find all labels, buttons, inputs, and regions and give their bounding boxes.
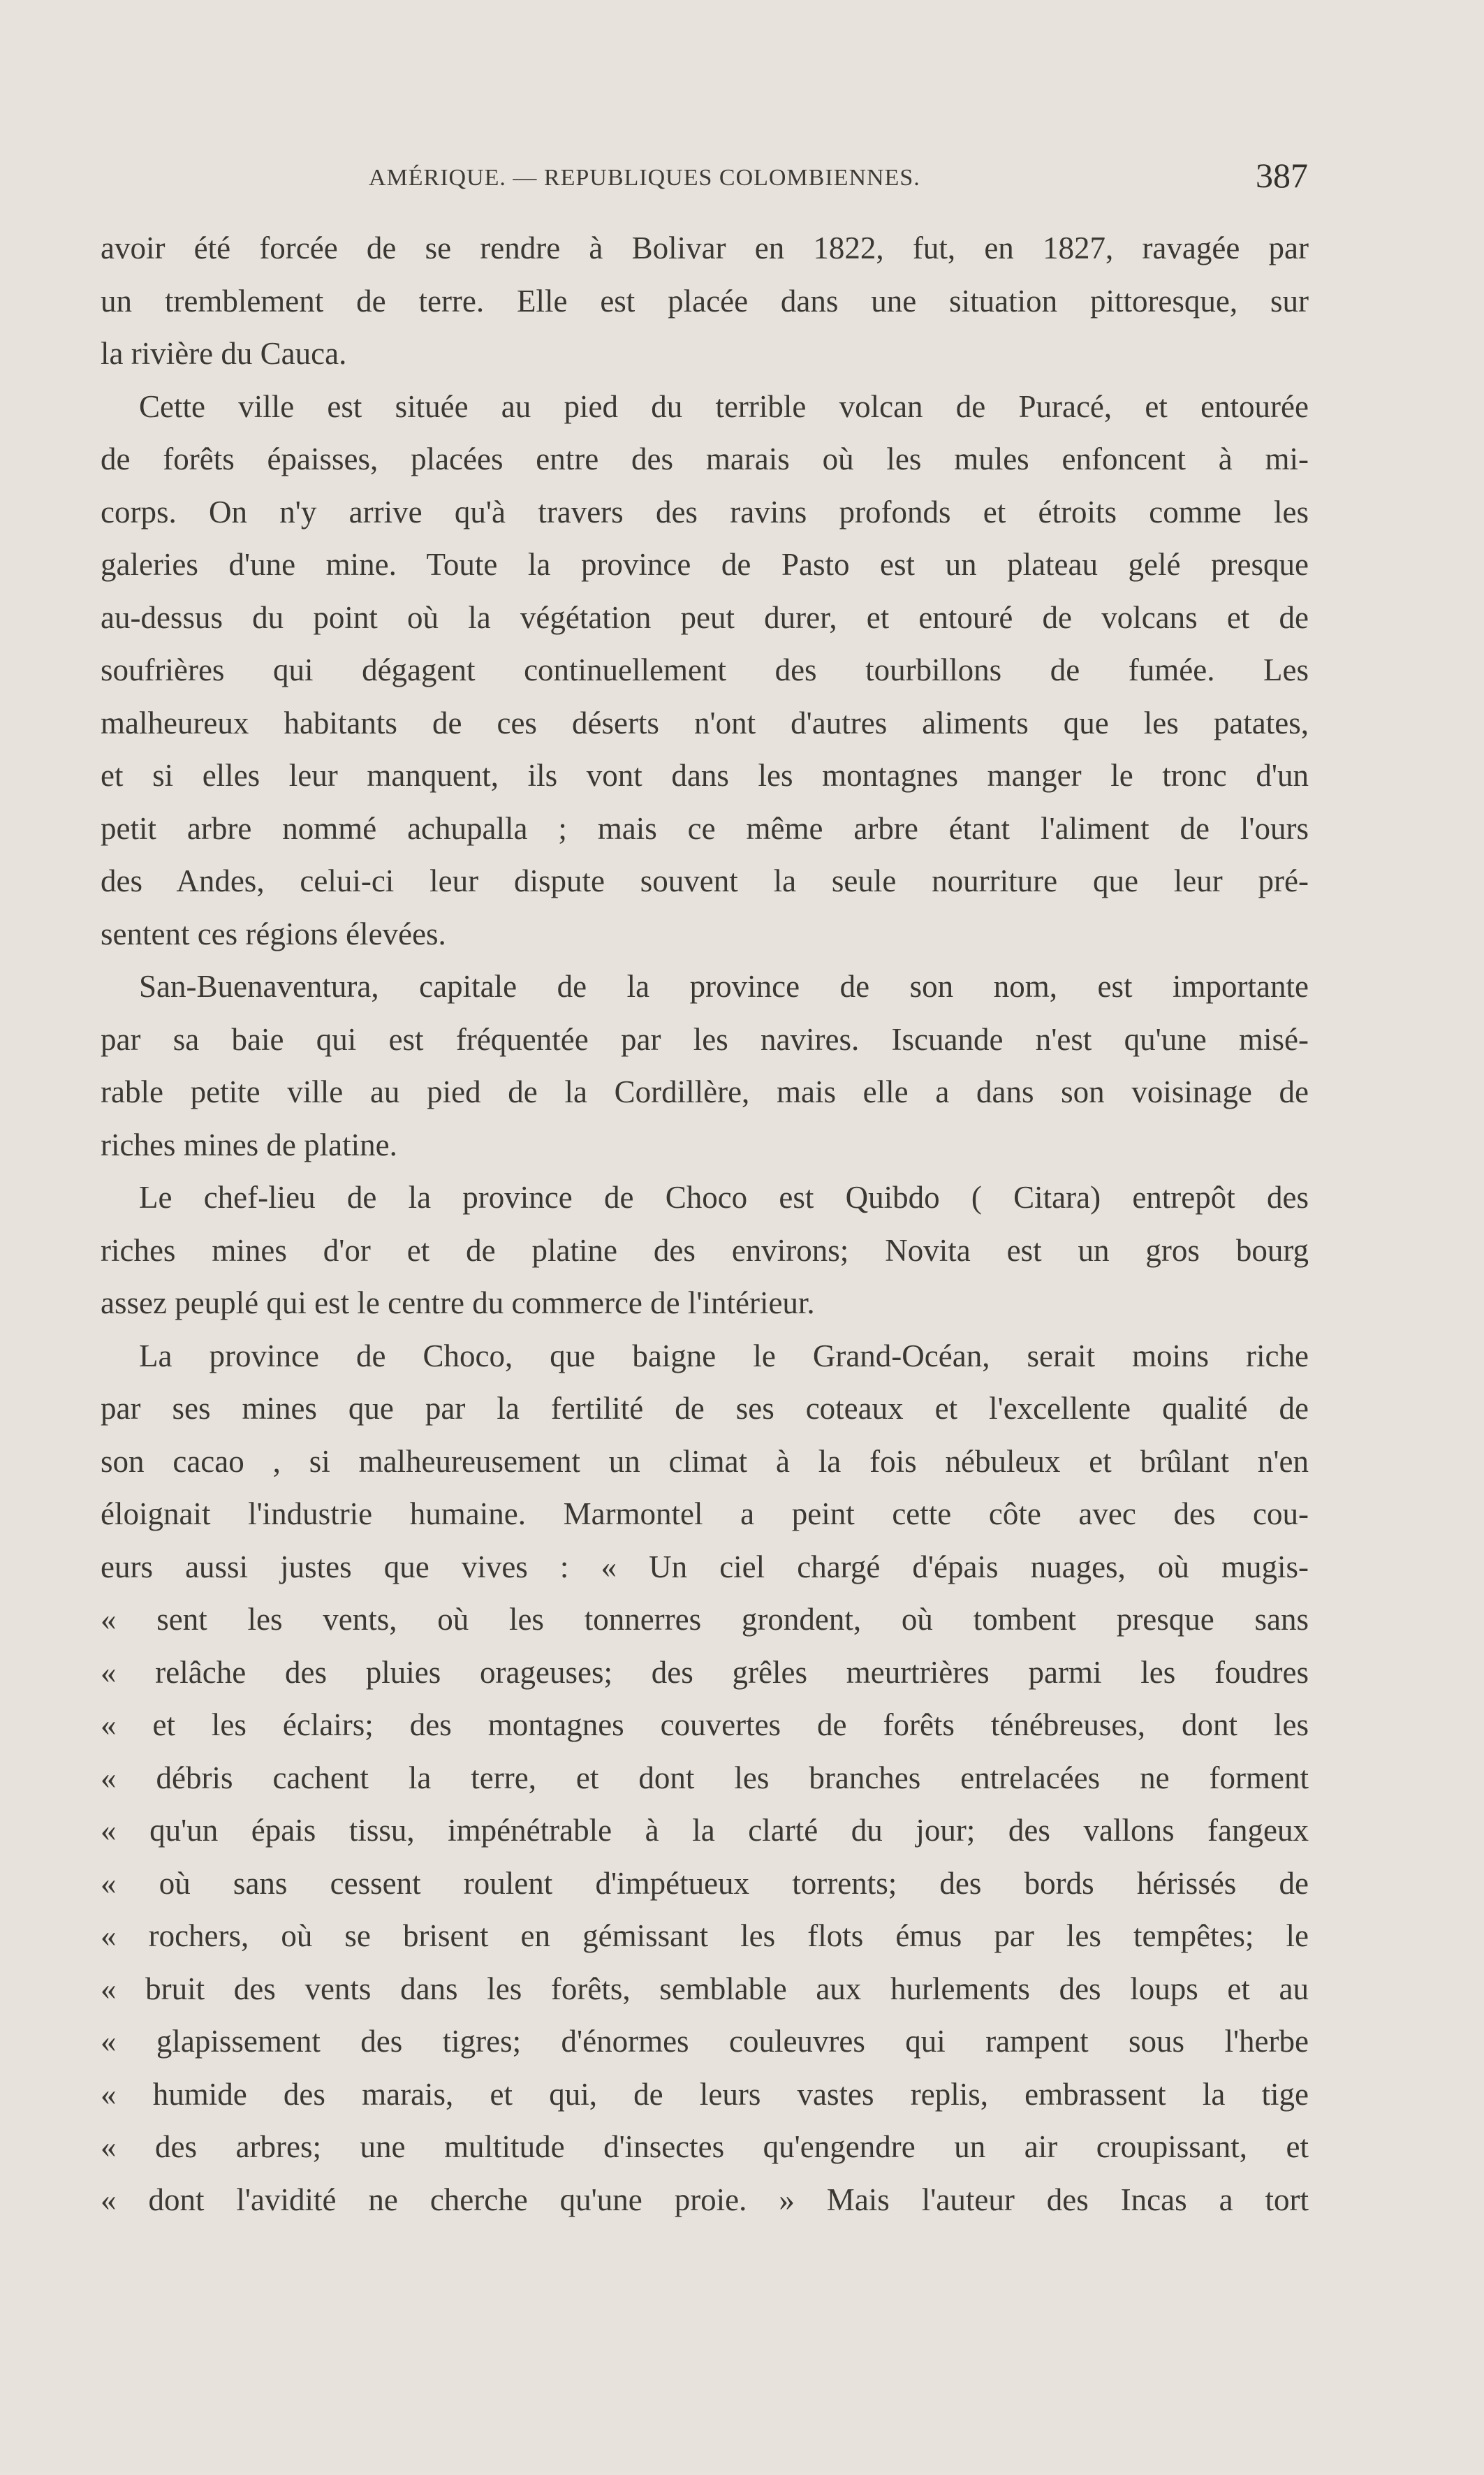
text-line: des Andes, celui-ci leur dispute souvent la seule nourriture que leur pré-	[101, 863, 1309, 898]
text-line: petit arbre nommé achupalla ; mais ce même arbre étant l'aliment de l'ours	[101, 810, 1309, 846]
text-line: par sa baie qui est fréquentée par les navires. Iscuande n'est qu'une misé-	[101, 1021, 1309, 1057]
text-line: « des arbres; une multitude d'insectes qu'engendre un air croupissant, et	[101, 2129, 1309, 2164]
text-line: eurs aussi justes que vives : « Un ciel chargé d'épais nuages, où mugis-	[101, 1549, 1309, 1584]
text-line: un tremblement de terre. Elle est placée dans une situation pittoresque, sur	[101, 283, 1309, 319]
text-line: corps. On n'y arrive qu'à travers des ravins profonds et étroits comme les	[101, 494, 1309, 530]
text-line: « glapissement des tigres; d'énormes couleuvres qui rampent sous l'herbe	[101, 2024, 1309, 2059]
text-line: « sent les vents, où les tonnerres grondent, où tombent presque sans	[101, 1602, 1309, 1637]
text-line: « rochers, où se brisent en gémissant les flots émus par les tempêtes; le	[101, 1918, 1309, 1953]
text-line: « où sans cessent roulent d'impétueux torrents; des bords hérissés de	[101, 1865, 1309, 1901]
text-line: malheureux habitants de ces déserts n'ont d'autres aliments que les patates,	[101, 705, 1309, 740]
text-line: soufrières qui dégagent continuellement des tourbillons de fumée. Les	[101, 652, 1309, 687]
text-line: rable petite ville au pied de la Cordillère, mais elle a dans son voisinage de	[101, 1074, 1309, 1109]
text-line: « bruit des vents dans les forêts, semblable aux hurlements des loups et au	[101, 1971, 1309, 2006]
text-line: « qu'un épais tissu, impénétrable à la clarté du jour; des vallons fangeux	[101, 1813, 1309, 1848]
text-line: « relâche des pluies orageuses; des grêles meurtrières parmi les foudres	[101, 1654, 1309, 1690]
body-text	[101, 222, 1309, 2226]
text-line: « humide des marais, et qui, de leurs vastes replis, embrassent la tige	[101, 2076, 1309, 2112]
text-line: et si elles leur manquent, ils vont dans les montagnes manger le tronc d'un	[101, 758, 1309, 793]
text-line: San-Buenaventura, capitale de la province de son nom, est importante	[139, 969, 1309, 1004]
text-line: riches mines de platine.	[101, 1127, 397, 1162]
text-line: son cacao , si malheureusement un climat à la fois nébuleux et brûlant n'en	[101, 1443, 1309, 1479]
text-line: « débris cachent la terre, et dont les branches entrelacées ne forment	[101, 1760, 1309, 1795]
page-header	[369, 155, 1308, 197]
text-line: « et les éclairs; des montagnes couvertes de forêts ténébreuses, dont les	[101, 1707, 1309, 1742]
text-line: Cette ville est située au pied du terrible volcan de Puracé, et entourée	[139, 388, 1309, 424]
text-line: par ses mines que par la fertilité de ses coteaux et l'excellente qualité de	[101, 1391, 1309, 1426]
text-line: au-dessus du point où la végétation peut durer, et entouré de volcans et de	[101, 599, 1309, 635]
text-line: la rivière du Cauca.	[101, 336, 347, 371]
text-line: Le chef-lieu de la province de Choco est Quibdo ( Citara) entrepôt des	[139, 1180, 1309, 1215]
text-line: « dont l'avidité ne cherche qu'une proie. » Mais l'auteur des Incas a tort	[101, 2182, 1309, 2217]
text-line: assez peuplé qui est le centre du commerce de l'intérieur.	[101, 1285, 815, 1320]
text-line: avoir été forcée de se rendre à Bolivar en 1822, fut, en 1827, ravagée par	[101, 231, 1309, 265]
text-line: sentent ces régions élevées.	[101, 916, 446, 951]
text-line: La province de Choco, que baigne le Grand-Océan, serait moins riche	[139, 1338, 1309, 1373]
text-line: galeries d'une mine. Toute la province de Pasto est un plateau gelé presque	[101, 547, 1309, 582]
page-number: 387	[1256, 156, 1308, 195]
text-line: éloignait l'industrie humaine. Marmontel a peint cette côte avec des cou-	[101, 1496, 1309, 1531]
text-line: de forêts épaisses, placées entre des marais où les mules enfoncent à mi-	[101, 441, 1309, 476]
running-head: AMÉRIQUE. — REPUBLIQUES COLOMBIENNES.	[369, 165, 920, 191]
text-line: riches mines d'or et de platine des environs; Novita est un gros bourg	[101, 1232, 1309, 1268]
